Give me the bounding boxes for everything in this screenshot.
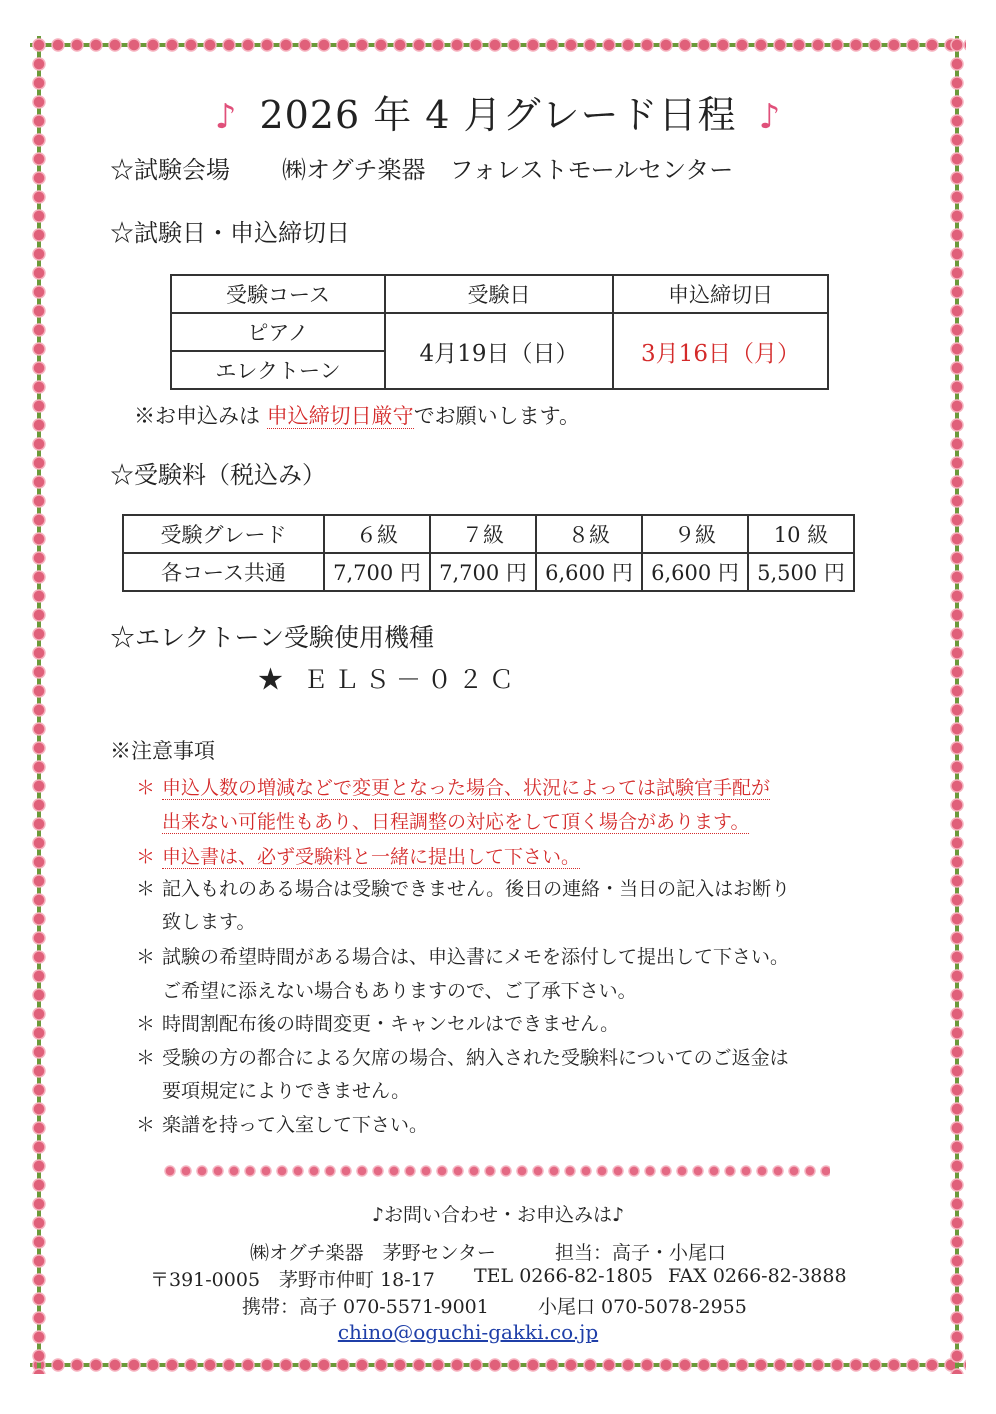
- notes-heading: ※注意事項: [110, 739, 215, 763]
- fee-8: 6,600 円: [536, 553, 642, 591]
- contact-mobile-1: 携帯：高子 070-5571-9001: [242, 1296, 489, 1318]
- asterisk-icon: ＊: [136, 946, 156, 968]
- asterisk-icon: ＊: [136, 846, 156, 868]
- model-heading: ☆エレクトーン受験使用機種: [110, 623, 435, 652]
- deadline-note: ※お申込みは 申込締切日厳守でお願いします。: [134, 404, 581, 428]
- header-exam-date: 受験日: [385, 275, 613, 313]
- grade-9: ９級: [642, 515, 748, 553]
- grade-header-label: 受験グレード: [123, 515, 324, 553]
- flower-border-left: [30, 36, 48, 1374]
- list-item: ＊ 申込人数の増減などで変更となった場合、状況によっては試験官手配が: [136, 773, 770, 800]
- flower-border-right: [948, 36, 966, 1374]
- deadline-strict-highlight: 申込締切日厳守: [266, 404, 414, 428]
- venue-line: [110, 150, 733, 185]
- dates-heading: ☆試験日・申込締切日: [110, 219, 350, 247]
- contact-tel: TEL 0266-82-1805: [474, 1265, 653, 1287]
- asterisk-icon: ＊: [136, 1047, 156, 1069]
- fee-6: 7,700 円: [324, 553, 430, 591]
- grade-6: ６級: [324, 515, 430, 553]
- list-item-continued: 致します。: [162, 911, 256, 933]
- header-course: 受験コース: [171, 275, 385, 313]
- course-piano: ピアノ: [171, 313, 385, 351]
- deadline-value: 3月16日（月）: [613, 313, 828, 389]
- table-row: [123, 515, 854, 553]
- contact-heading: ♪お問い合わせ・お申込みは♪: [371, 1204, 625, 1226]
- title-text: 2026 年 4 月グレード日程: [259, 93, 737, 137]
- list-item: ＊ 記入もれのある場合は受験できません。後日の連絡・当日の記入はお断り: [136, 874, 790, 901]
- fee-10: 5,500 円: [748, 553, 854, 591]
- grade-7: ７級: [430, 515, 536, 553]
- list-item: ＊ 試験の希望時間がある場合は、申込書にメモを添付して提出して下さい。: [136, 942, 789, 969]
- fee-7: 7,700 円: [430, 553, 536, 591]
- venue-label: ☆試験会場: [110, 156, 230, 184]
- fee-row-label: 各コース共通: [123, 553, 324, 591]
- list-item-continued: ご希望に添えない場合もありますので、ご了承下さい。: [162, 980, 637, 1002]
- asterisk-icon: ＊: [136, 1114, 156, 1136]
- table-row: [123, 553, 854, 591]
- contact-staff: 担当：高子・小尾口: [555, 1242, 727, 1264]
- venue-name: ㈱オグチ楽器 フォレストモールセンター: [282, 156, 734, 184]
- list-item-continued: 出来ない可能性もあり、日程調整の対応をして頂く場合があります。: [162, 811, 750, 833]
- list-item: ＊ 楽譜を持って入室して下さい。: [136, 1110, 428, 1137]
- contact-email-link[interactable]: chino@oguchi-gakki.co.jp: [337, 1320, 599, 1344]
- fee-9: 6,600 円: [642, 553, 748, 591]
- music-note-icon: ♪: [214, 97, 238, 137]
- table-row: [171, 275, 828, 313]
- list-item: ＊ 受験の方の都合による欠席の場合、納入された受験料についてのご返金は: [136, 1043, 789, 1070]
- asterisk-icon: ＊: [136, 777, 156, 799]
- course-electone: エレクトーン: [171, 351, 385, 389]
- model-value: ★ ＥＬＳ－０２Ｃ: [258, 665, 520, 694]
- flower-divider: [162, 1163, 830, 1179]
- fees-table: [122, 514, 855, 592]
- exam-dates-table: [170, 274, 829, 390]
- page-title: [0, 84, 996, 139]
- table-row: [171, 313, 828, 351]
- grade-8: ８級: [536, 515, 642, 553]
- contact-fax: FAX 0266-82-3888: [668, 1265, 847, 1287]
- asterisk-icon: ＊: [136, 1013, 156, 1035]
- music-note-icon: ♪: [758, 97, 782, 137]
- contact-address: 〒391-0005 茅野市仲町 18-17: [150, 1269, 435, 1291]
- list-item: ＊ 申込書は、必ず受験料と一緒に提出して下さい。: [136, 842, 580, 869]
- flower-border-bottom: [30, 1356, 966, 1374]
- list-item: ＊ 時間割配布後の時間変更・キャンセルはできません。: [136, 1009, 619, 1036]
- flower-border-top: [30, 36, 966, 54]
- contact-shop: ㈱オグチ楽器 茅野センター: [250, 1242, 496, 1264]
- contact-mobile-2: 小尾口 070-5078-2955: [538, 1296, 747, 1318]
- asterisk-icon: ＊: [136, 878, 156, 900]
- list-item-continued: 要項規定によりできません。: [162, 1080, 411, 1102]
- fees-heading: ☆受験料（税込み）: [110, 461, 326, 489]
- exam-date-value: 4月19日（日）: [385, 313, 613, 389]
- grade-10: 10 級: [748, 515, 854, 553]
- header-deadline: 申込締切日: [613, 275, 828, 313]
